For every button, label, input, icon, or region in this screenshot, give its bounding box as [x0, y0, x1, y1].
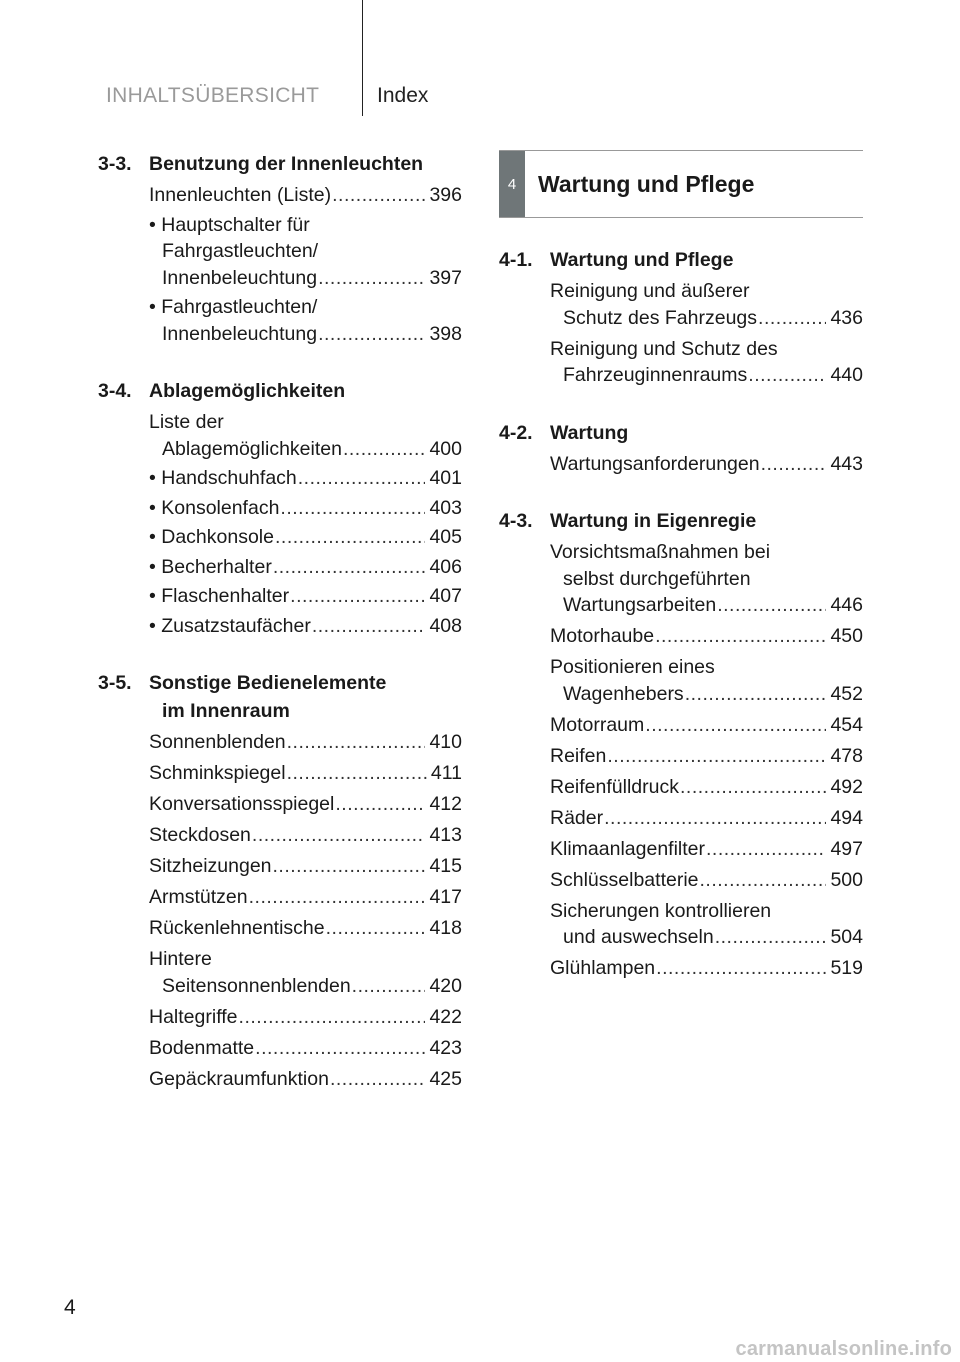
entry-text: Schminkspiegel: [149, 762, 286, 784]
section-heading: [499, 507, 863, 535]
entry-line: [550, 623, 863, 650]
section-title: [149, 669, 462, 725]
toc-entry[interactable]: [149, 1066, 462, 1093]
entry-page-number[interactable]: 446: [830, 594, 863, 616]
entry-line: [149, 791, 462, 818]
dot-leader: [604, 805, 826, 832]
entry-line: [149, 583, 462, 610]
entry-text: Innenleuchten (Liste): [149, 184, 332, 206]
dot-leader: [273, 554, 426, 581]
toc-entry[interactable]: [550, 805, 863, 832]
entry-text: Fahrzeuginnenraums: [563, 364, 748, 386]
entry-text: Motorhaube: [550, 625, 655, 647]
toc-entry[interactable]: [149, 853, 462, 880]
toc-entry[interactable]: [550, 623, 863, 650]
entry-line: [550, 805, 863, 832]
toc-entry[interactable]: [149, 554, 462, 581]
entry-line: [550, 654, 863, 681]
section-title-line: Ablagemöglichkeiten: [149, 380, 346, 402]
entry-line: [149, 182, 462, 209]
dot-leader: [252, 822, 426, 849]
entry-text: Sitzheizungen: [149, 855, 272, 877]
entry-page-number[interactable]: 500: [830, 868, 863, 891]
entry-line: [550, 898, 863, 925]
entry-text: Schutz des Fahrzeugs: [563, 306, 758, 329]
toc-entry[interactable]: [550, 955, 863, 982]
entry-line: [550, 681, 863, 708]
entry-text: • Fahrgastleuchten/: [149, 296, 318, 318]
section-title-line: Wartung: [550, 421, 629, 444]
toc-section: [98, 669, 462, 1092]
entry-text: Konversationsspiegel: [149, 793, 335, 815]
entry-text: Steckdosen: [149, 824, 251, 846]
entry-line: [149, 409, 462, 436]
entry-text: Reifenfülldruck: [550, 775, 679, 798]
toc-entry[interactable]: [149, 822, 462, 849]
entry-text: Innenbeleuchtung: [162, 322, 318, 345]
section-title: [149, 377, 462, 405]
entry-text: und auswechseln: [563, 926, 714, 948]
toc-section: [499, 507, 863, 982]
entry-page-number[interactable]: 420: [429, 974, 462, 997]
entry-line: [149, 1066, 462, 1093]
toc-entry[interactable]: [550, 539, 863, 619]
entry-page-number[interactable]: 494: [830, 806, 863, 829]
section-number: 4-3.: [499, 510, 533, 532]
toc-entry[interactable]: [149, 524, 462, 551]
nav-divider: [362, 0, 363, 116]
entry-line: [550, 743, 863, 770]
entry-line: [149, 321, 462, 348]
section-heading: [499, 419, 863, 447]
dot-leader: [298, 465, 426, 492]
entry-page-number[interactable]: 415: [429, 855, 462, 877]
toc-entry[interactable]: [149, 465, 462, 492]
section-number: 4-1.: [499, 249, 533, 271]
entry-text: Seitensonnenblenden: [162, 974, 351, 997]
entry-text: selbst durchgeführten: [563, 567, 751, 590]
entry-text: • Dachkonsole: [149, 526, 274, 548]
entry-line: [149, 946, 462, 973]
entry-page-number[interactable]: 423: [429, 1036, 462, 1059]
dot-leader: [717, 592, 826, 619]
toc-entry[interactable]: [550, 867, 863, 894]
dot-leader: [330, 1066, 426, 1093]
entry-text: Reinigung und äußerer: [550, 280, 750, 302]
toc-entry[interactable]: [149, 583, 462, 610]
entry-page-number[interactable]: 412: [429, 793, 462, 815]
entry-page-number[interactable]: 413: [429, 824, 462, 846]
entry-text: Klimaanlagenfilter: [550, 837, 706, 860]
entry-list: [149, 182, 462, 347]
entry-line: [149, 613, 462, 640]
dot-leader: [275, 524, 425, 551]
nav-toc-link[interactable]: INHALTSÜBERSICHT: [106, 84, 320, 107]
entry-text: Schlüsselbatterie: [550, 868, 699, 891]
entry-line: [149, 265, 462, 292]
dot-leader: [748, 362, 826, 389]
entry-line: [550, 955, 863, 982]
dot-leader: [656, 955, 826, 982]
entry-text: Rückenlehnentische: [149, 917, 325, 939]
dot-leader: [312, 613, 426, 640]
dot-leader: [352, 973, 426, 1000]
dot-leader: [239, 1004, 426, 1031]
entry-text: Liste der: [149, 411, 224, 433]
entry-line: [149, 212, 462, 239]
section-heading: [98, 150, 462, 178]
section-number: 3-5.: [98, 672, 132, 694]
entry-text: Fahrgastleuchten/: [162, 240, 319, 262]
entry-page-number[interactable]: 397: [429, 266, 462, 289]
entry-page-number[interactable]: 407: [429, 585, 462, 607]
toc-entry[interactable]: [149, 182, 462, 209]
section-number: 3-4.: [98, 380, 132, 402]
toc-entry[interactable]: [149, 915, 462, 942]
section-title-line: Benutzung der Innenleuchten: [149, 153, 424, 175]
entry-line: [149, 238, 462, 265]
toc-entry[interactable]: [149, 884, 462, 911]
nav-index-link[interactable]: Index: [377, 84, 429, 107]
dot-leader: [249, 884, 426, 911]
page-number: 4: [64, 1296, 76, 1319]
entry-page-number[interactable]: 405: [429, 526, 462, 548]
entry-line: [149, 495, 462, 522]
entry-text: Glühlampen: [550, 957, 656, 979]
toc-entry[interactable]: [550, 654, 863, 707]
entry-page-number[interactable]: 417: [429, 886, 462, 908]
toc-section: [98, 150, 462, 347]
entry-line: [149, 973, 462, 1000]
toc-entry[interactable]: [149, 495, 462, 522]
section-title-line: im Innenraum: [162, 700, 290, 722]
entry-line: [149, 1004, 462, 1031]
chapter-number: 4: [499, 151, 525, 217]
entry-page-number[interactable]: 443: [830, 452, 863, 475]
toc-entry[interactable]: [149, 409, 462, 462]
entry-page-number[interactable]: 425: [429, 1067, 462, 1090]
dot-leader: [680, 774, 826, 801]
toc-section: [499, 419, 863, 478]
entry-page-number[interactable]: 418: [429, 917, 462, 939]
section-title-line: Wartung in Eigenregie: [550, 510, 757, 532]
entry-text: Räder: [550, 806, 604, 829]
toc-section: [98, 377, 462, 639]
entry-line: [550, 336, 863, 363]
entry-text: Sicherungen kontrollieren: [550, 899, 772, 922]
dot-leader: [318, 321, 425, 348]
entry-text: • Handschuhfach: [149, 467, 297, 489]
entry-line: [149, 294, 462, 321]
entry-line: [149, 729, 462, 756]
toc-entry[interactable]: [149, 946, 462, 999]
toc-entry[interactable]: [550, 743, 863, 770]
entry-page-number[interactable]: 478: [830, 744, 863, 767]
entry-page-number[interactable]: 403: [429, 496, 462, 519]
entry-page-number[interactable]: 398: [429, 322, 462, 345]
toc-entry[interactable]: [550, 774, 863, 801]
section-title: [550, 246, 863, 274]
toc-column-left: [98, 150, 462, 1122]
entry-text: • Becherhalter: [149, 555, 272, 578]
dot-leader: [343, 436, 426, 463]
entry-line: [550, 566, 863, 593]
entry-list: [550, 451, 863, 478]
entry-page-number[interactable]: 411: [430, 762, 462, 784]
entry-line: [550, 362, 863, 389]
entry-text: Positionieren eines: [550, 656, 715, 678]
dot-leader: [607, 743, 826, 770]
chapter-header: [499, 150, 863, 218]
toc-entry[interactable]: [550, 451, 863, 478]
entry-page-number[interactable]: 497: [830, 837, 863, 860]
entry-page-number[interactable]: 452: [830, 682, 863, 705]
entry-text: Reifen: [550, 744, 607, 767]
toc-column-right: [499, 150, 863, 1012]
entry-page-number[interactable]: 504: [830, 926, 863, 948]
entry-page-number[interactable]: 422: [429, 1005, 462, 1028]
entry-line: [149, 884, 462, 911]
dot-leader: [273, 853, 426, 880]
entry-text: Hintere: [149, 948, 212, 970]
entry-text: Wartungsanforderungen: [550, 452, 760, 475]
entry-page-number[interactable]: 519: [830, 957, 863, 979]
entry-line: [550, 305, 863, 332]
entry-text: Sonnenblenden: [149, 731, 286, 753]
entry-line: [149, 760, 462, 787]
entry-page-number[interactable]: 396: [429, 184, 462, 206]
entry-line: [149, 524, 462, 551]
entry-text: • Zusatzstaufächer: [149, 614, 311, 637]
entry-page-number[interactable]: 400: [429, 437, 462, 460]
toc-entry[interactable]: [149, 1035, 462, 1062]
toc-entry[interactable]: [550, 898, 863, 951]
toc-entry[interactable]: [550, 712, 863, 739]
entry-list: [149, 729, 462, 1092]
dot-leader: [758, 305, 826, 332]
section-title-line: Sonstige Bedienelemente: [149, 672, 387, 694]
entry-text: Gepäckraumfunktion: [149, 1067, 329, 1090]
entry-text: Innenbeleuchtung: [162, 266, 318, 289]
entry-list: [149, 409, 462, 639]
entry-text: Wagenhebers: [563, 682, 684, 705]
toc-entry[interactable]: [149, 294, 462, 347]
toc-entry[interactable]: [550, 336, 863, 389]
entry-line: [149, 1035, 462, 1062]
entry-line: [550, 774, 863, 801]
toc-entry[interactable]: [149, 613, 462, 640]
entry-page-number[interactable]: 454: [830, 713, 863, 736]
dot-leader: [326, 915, 426, 942]
entry-text: Motorraum: [550, 713, 645, 736]
entry-line: [550, 867, 863, 894]
section-title: [149, 150, 462, 178]
entry-text: • Flaschenhalter: [149, 585, 290, 607]
toc-entry[interactable]: [550, 278, 863, 331]
entry-line: [149, 436, 462, 463]
entry-page-number[interactable]: 406: [429, 555, 462, 578]
chapter-title: Wartung und Pflege: [538, 170, 755, 197]
section-number: 4-2.: [499, 421, 533, 444]
entry-line: [149, 822, 462, 849]
entry-text: Reinigung und Schutz des: [550, 337, 778, 360]
dot-leader: [332, 182, 425, 209]
entry-text: Ablagemöglichkeiten: [162, 437, 342, 460]
entry-text: Haltegriffe: [149, 1005, 238, 1028]
section-heading: [499, 246, 863, 274]
entry-line: [550, 539, 863, 566]
entry-line: [550, 278, 863, 305]
section-title: [550, 507, 863, 535]
entry-list: [550, 278, 863, 389]
entry-line: [550, 836, 863, 863]
entry-line: [550, 451, 863, 478]
dot-leader: [685, 681, 827, 708]
entry-page-number[interactable]: 410: [429, 731, 462, 753]
entry-line: [149, 465, 462, 492]
section-heading: [98, 669, 462, 725]
dot-leader: [335, 791, 425, 818]
entry-text: Armstützen: [149, 886, 248, 908]
entry-text: Vorsichtsmaßnahmen bei: [550, 541, 771, 563]
dot-leader: [287, 729, 426, 756]
entry-line: [550, 712, 863, 739]
entry-page-number[interactable]: 408: [429, 614, 462, 637]
watermark: carmanualsonline.info: [735, 1338, 952, 1360]
dot-leader: [761, 451, 827, 478]
entry-page-number[interactable]: 450: [830, 625, 863, 647]
toc-entry[interactable]: [149, 1004, 462, 1031]
entry-list: [550, 539, 863, 982]
dot-leader: [655, 623, 826, 650]
entry-line: [149, 853, 462, 880]
section-title: [550, 419, 863, 447]
entry-line: [149, 554, 462, 581]
entry-text: Bodenmatte: [149, 1036, 255, 1059]
dot-leader: [706, 836, 826, 863]
section-title-line: Wartung und Pflege: [550, 249, 734, 271]
dot-leader: [645, 712, 826, 739]
dot-leader: [255, 1035, 425, 1062]
section-number: 3-3.: [98, 153, 132, 175]
entry-line: [550, 924, 863, 951]
dot-leader: [287, 760, 427, 787]
entry-page-number[interactable]: 440: [830, 364, 863, 386]
toc-entry[interactable]: [550, 836, 863, 863]
toc-section: [499, 246, 863, 389]
entry-line: [149, 915, 462, 942]
dot-leader: [280, 495, 425, 522]
entry-page-number[interactable]: 492: [830, 775, 863, 798]
toc-entry[interactable]: [149, 729, 462, 756]
entry-text: • Konsolenfach: [149, 496, 280, 519]
dot-leader: [700, 867, 827, 894]
dot-leader: [318, 265, 425, 292]
toc-entry[interactable]: [149, 212, 462, 292]
dot-leader: [290, 583, 425, 610]
entry-page-number[interactable]: 436: [830, 306, 863, 329]
section-heading: [98, 377, 462, 405]
entry-text: Wartungsarbeiten: [563, 594, 717, 616]
toc-entry[interactable]: [149, 760, 462, 787]
dot-leader: [715, 924, 827, 951]
entry-page-number[interactable]: 401: [429, 467, 462, 489]
toc-entry[interactable]: [149, 791, 462, 818]
entry-text: • Hauptschalter für: [149, 213, 310, 236]
entry-line: [550, 592, 863, 619]
